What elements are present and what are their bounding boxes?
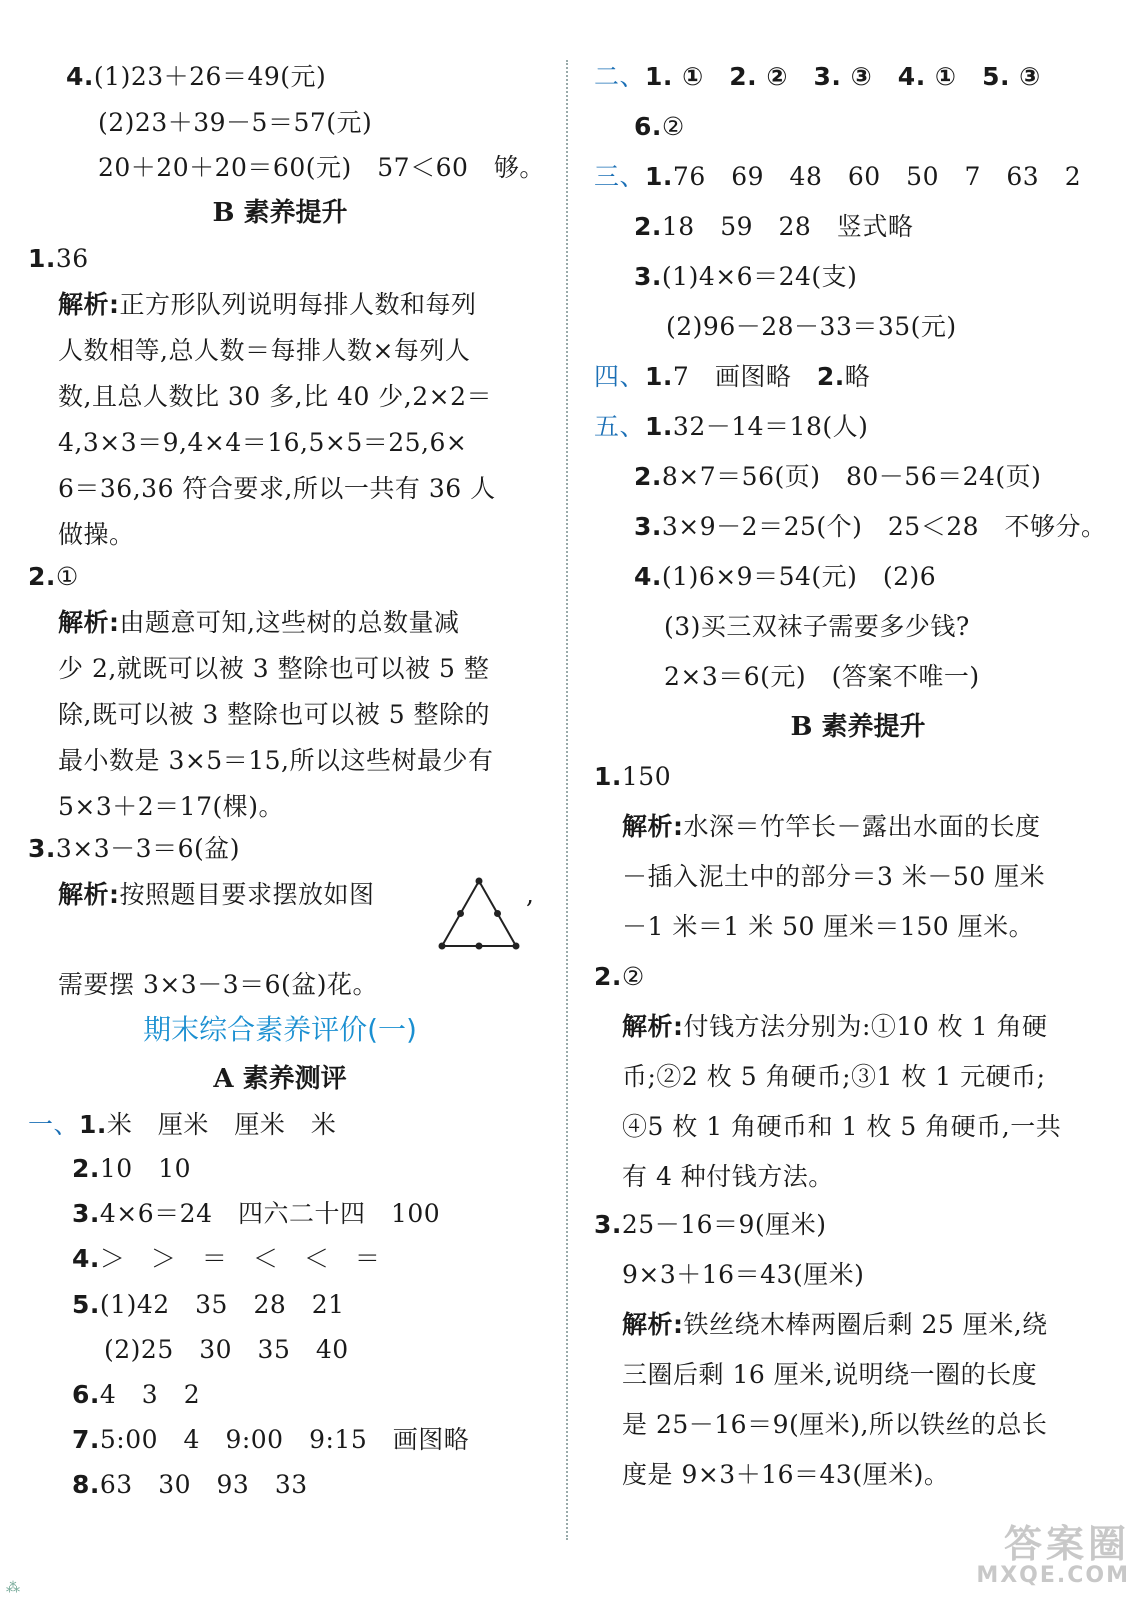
- explanation-line: 少 2,就既可以被 3 整除也可以被 5 整: [58, 654, 490, 683]
- answer-line: 四、1.7 画图略 2.略: [594, 362, 871, 391]
- answer-line: (2)23＋39－5＝57(元): [98, 108, 373, 137]
- flower-dot: [476, 878, 483, 885]
- explanation-line: 解析:由题意可知,这些树的总数量减: [58, 608, 460, 637]
- explanation-line: 数,且总人数比 30 多,比 40 少,2×2＝: [58, 382, 493, 411]
- explanation-line: 解析:水深＝竹竿长－露出水面的长度: [622, 812, 1041, 841]
- explanation-line: 解析:铁丝绕木棒两圈后剩 25 厘米,绕: [622, 1310, 1048, 1339]
- explanation-line: 三圈后剩 16 厘米,说明绕一圈的长度: [622, 1360, 1038, 1389]
- flower-dot: [457, 910, 464, 917]
- explanation-line: 最小数是 3×5＝15,所以这些树最少有: [58, 746, 494, 775]
- answer-line: 2.8×7＝56(页) 80－56＝24(页): [634, 462, 1042, 491]
- section-title: 期末综合素养评价(一): [143, 1013, 417, 1046]
- answer-line: 3.25－16＝9(厘米): [594, 1210, 827, 1239]
- answer-line: 3.4×6＝24 四六二十四 100: [72, 1199, 441, 1228]
- answer-line: 6.②: [634, 112, 685, 141]
- explanation-line: 6＝36,36 符合要求,所以一共有 36 人: [58, 474, 496, 503]
- triangle-diagram: [436, 876, 526, 954]
- explanation-line: 度是 9×3＋16＝43(厘米)。: [622, 1460, 950, 1489]
- answer-line: (2)25 30 35 40: [104, 1335, 349, 1364]
- answer-line: 3.3×3－3＝6(盆): [28, 834, 240, 863]
- explanation-line: 4,3×3＝9,4×4＝16,5×5＝25,6×: [58, 428, 468, 457]
- answer-line: (2)96－28－33＝35(元): [666, 312, 957, 341]
- explanation-line: 解析:付钱方法分别为:①10 枚 1 角硬: [622, 1012, 1048, 1041]
- answer-line: 6.4 3 2: [72, 1380, 201, 1409]
- explanation-line: 做操。: [58, 520, 135, 549]
- answer-line: 20＋20＋20＝60(元) 57＜60 够。: [98, 153, 545, 182]
- answer-line: 2.10 10: [72, 1154, 192, 1183]
- flower-dot: [439, 943, 446, 950]
- flower-dot: [513, 943, 520, 950]
- explanation-line: 币;②2 枚 5 角硬币;③1 枚 1 元硬币;: [622, 1062, 1046, 1091]
- explanation-line: 解析:正方形队列说明每排人数和每列: [58, 290, 477, 319]
- flower-dot: [494, 910, 501, 917]
- answer-line: 4.＞ ＞ ＝ ＜ ＜ ＝: [72, 1244, 381, 1273]
- answer-line: 三、1.76 69 48 60 50 7 63 2: [594, 162, 1082, 191]
- column-divider: [566, 60, 568, 1540]
- answer-line: 1.150: [594, 762, 672, 791]
- answer-line: 5.(1)42 35 28 21: [72, 1290, 345, 1319]
- answer-line: 8.63 30 93 33: [72, 1470, 308, 1499]
- flower-dot: [476, 943, 483, 950]
- answer-line: 一、1.米 厘米 厘米 米: [28, 1110, 337, 1139]
- explanation-line: 需要摆 3×3－3＝6(盆)花。: [58, 970, 379, 999]
- answer-line: 二、1. ① 2. ② 3. ③ 4. ① 5. ③: [594, 62, 1041, 91]
- explanation-line: －插入泥土中的部分＝3 米－50 厘米: [622, 862, 1046, 891]
- explanation-line: 解析:按照题目要求摆放如图: [58, 880, 375, 909]
- section-heading: B 素养提升: [212, 198, 348, 228]
- explanation-line: 5×3＋2＝17(棵)。: [58, 792, 284, 821]
- explanation-line: 有 4 种付钱方法。: [622, 1162, 834, 1191]
- explanation-line: 是 25－16＝9(厘米),所以铁丝的总长: [622, 1410, 1048, 1439]
- answer-line: 2.18 59 28 竖式略: [634, 212, 914, 241]
- answer-line: 2.①: [28, 562, 79, 591]
- watermark-url: MXQE.COM: [976, 1563, 1130, 1588]
- answer-line: 4.(1)23＋26＝49(元): [66, 62, 327, 91]
- explanation-line: 人数相等,总人数＝每排人数×每列人: [58, 336, 471, 365]
- answer-line: (3)买三双袜子需要多少钱?: [664, 612, 970, 641]
- section-heading: A 素养测评: [213, 1064, 347, 1094]
- answer-line: 4.(1)6×9＝54(元) (2)6: [634, 562, 937, 591]
- answer-line: 2.②: [594, 962, 645, 991]
- comma: ,: [526, 880, 535, 909]
- answer-line: 1.36: [28, 244, 89, 273]
- answer-line: 3.(1)4×6＝24(支): [634, 262, 858, 291]
- explanation-line: －1 米＝1 米 50 厘米＝150 厘米。: [622, 912, 1035, 941]
- answer-line: 2×3＝6(元) (答案不唯一): [664, 662, 980, 691]
- answer-line: 五、1.32－14＝18(人): [594, 412, 869, 441]
- section-heading: B 素养提升: [790, 712, 926, 742]
- answer-line: 3.3×9－2＝25(个) 25＜28 不够分。: [634, 512, 1107, 541]
- explanation-line: 除,既可以被 3 整除也可以被 5 整除的: [58, 700, 491, 729]
- answer-line: 9×3＋16＝43(厘米): [622, 1260, 865, 1289]
- watermark: [976, 1524, 1130, 1588]
- watermark-logo: 答案圈: [1003, 1522, 1130, 1566]
- explanation-line: ④5 枚 1 角硬币和 1 枚 5 角硬币,一共: [622, 1112, 1062, 1141]
- answer-line: 7.5:00 4 9:00 9:15 画图略: [72, 1425, 470, 1454]
- corner-mark: ⁂: [6, 1580, 20, 1596]
